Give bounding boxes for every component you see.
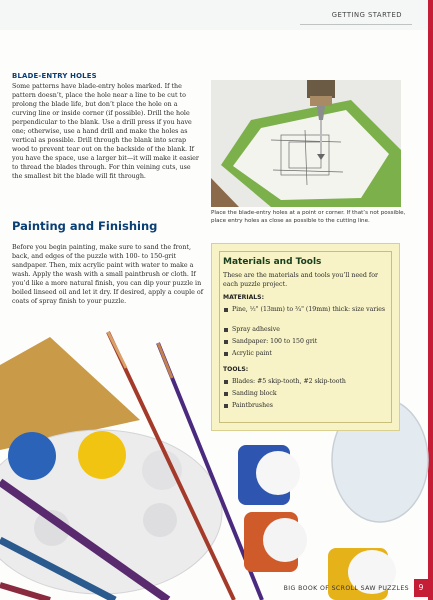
empty-paint-well [143,503,177,537]
materials-box-intro: These are the materials and tools you’ll need for each puzzle project. [223,272,379,288]
painting-body: Before you begin painting, make sure to sand the front, back, and edges of the puzzle with 100- to 150-grit sandpaper. Then, mix acrylic paint with water to make a wash. Apply the wash with a small paintbrush or cloth. If you’d like a more natural finish, you can dip your puzzle in boiled linseed oil and let it dry. If desired, apply a couple of coats of spray finish to your puzzle. [12,244,204,306]
materials-tools-box [211,243,400,431]
material-text: Sandpaper: 100 to 150 grit [232,338,318,345]
bullet-icon [224,392,228,396]
empty-paint-well [142,450,182,490]
bullet-icon [224,340,228,344]
blade-entry-heading: BLADE-ENTRY HOLES [12,72,97,80]
materials-box-title: Materials and Tools [223,257,322,267]
paintbrush-handle [0,585,50,600]
materials-list-item [232,350,397,359]
material-text: Pine, ½" (13mm) to ¾" (19mm) thick: size varies [232,306,386,313]
brush-bristles [108,332,126,368]
tools-list-item [232,402,397,411]
tool-text: Paintbrushes [232,402,273,409]
bullet-icon [224,308,228,312]
materials-list-item [232,326,397,335]
running-head: GETTING STARTED [331,11,402,19]
tools-list-item [232,390,397,399]
bullet-icon [224,380,228,384]
brush-bristles [158,343,172,378]
material-text: Acrylic paint [232,350,272,357]
tools-label: TOOLS: [223,366,249,373]
bullet-icon [224,404,228,408]
material-text: Spray adhesive [232,326,280,333]
photo-caption: Place the blade-entry holes at a point or corner. If that’s not possible, place entry holes as close as possible to the cutting line. [211,210,406,224]
page-number: 9 [414,579,428,597]
blade-entry-body: Some patterns have blade-entry holes marked. If the pattern doesn’t, place the hole near a line to be cut to prolong the blade life, but don’t place the hole on a curving line or inside corner (if possible). Drill the hole perpendicular to the blank. Use a drill press if you have one; otherwise, use a hand drill and make the holes as vertical as possible. Drill through the blank into scrap wood to prevent tear out on the backside of the blank. If you have the space, use a larger bit—it will make it easier to thread the blades through. For thin veining cuts, use the smallest bit the blade will fit through. [12,83,199,181]
orange-jar-lid [263,518,307,562]
painting-title: Painting and Finishing [12,219,158,233]
blue-jar-lid [256,451,300,495]
bullet-icon [224,352,228,356]
tool-text: Blades: #5 skip-tooth, #2 skip-tooth [232,378,346,385]
yellow-paint-well [78,431,126,479]
materials-list-item [232,338,397,347]
tools-list-item [232,378,397,387]
bullet-icon [224,328,228,332]
footer-book-title: BIG BOOK OF SCROLL SAW PUZZLES [283,585,409,592]
materials-list-item [232,306,397,315]
tool-text: Sanding block [232,390,277,397]
materials-label: MATERIALS: [223,294,265,301]
blue-paint-well [8,432,56,480]
